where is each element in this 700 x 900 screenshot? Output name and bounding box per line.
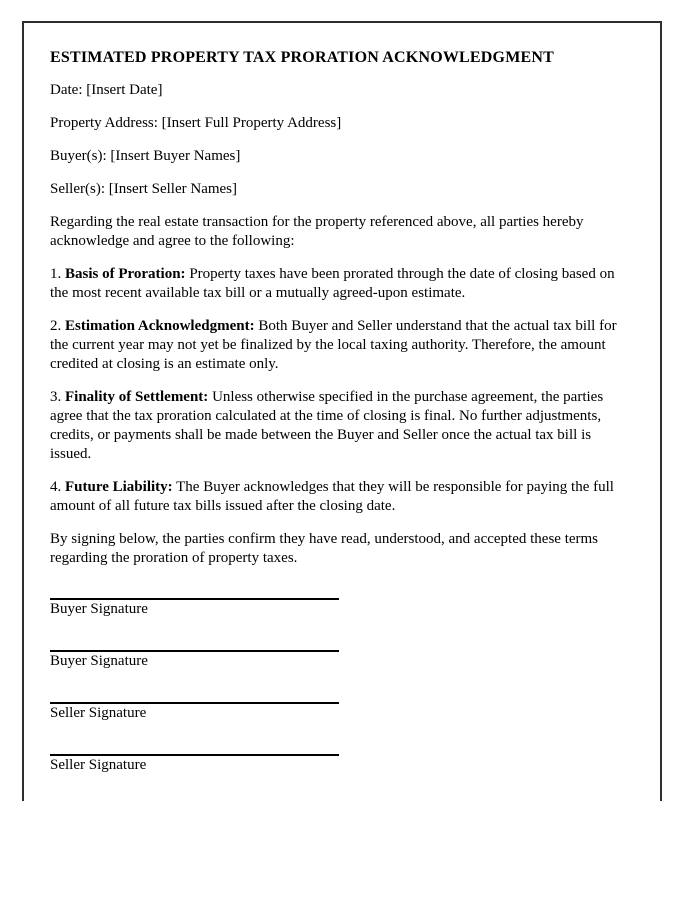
- field-property-address-value: [Insert Full Property Address]: [161, 115, 342, 131]
- clause-number: 4.: [50, 479, 62, 495]
- clause-basis-of-proration: [50, 265, 634, 303]
- field-buyers: [50, 147, 634, 166]
- clause-estimation-acknowledgment: [50, 317, 634, 374]
- field-buyers-value: [Insert Buyer Names]: [110, 148, 241, 164]
- signature-label: Seller Signature: [50, 705, 147, 721]
- signature-label: Buyer Signature: [50, 653, 148, 669]
- intro-paragraph: Regarding the real estate transaction for the property referenced above, all parties hereby acknowledge and agree to the following:: [50, 214, 584, 249]
- clause-number: 2.: [50, 318, 62, 334]
- clause-heading: Finality of Settlement:: [65, 389, 209, 405]
- field-property-address-label: Property Address:: [50, 115, 158, 131]
- signature-block-buyer-2: [50, 650, 634, 671]
- field-date-value: [Insert Date]: [86, 82, 163, 98]
- signature-label: Buyer Signature: [50, 601, 148, 617]
- clause-text: Unless otherwise specified in the purchase agreement, the parties agree that the tax proration calculated at the time of closing is final. No further adjustments, credits, or payments shall be made between the Buyer and Seller once the actual tax bill is issued.: [50, 389, 604, 462]
- field-date-label: Date:: [50, 82, 83, 98]
- field-sellers-label: Seller(s):: [50, 181, 105, 197]
- field-sellers-value: [Insert Seller Names]: [108, 181, 238, 197]
- signature-label: Seller Signature: [50, 757, 147, 773]
- clause-future-liability: [50, 478, 634, 516]
- document-title: ESTIMATED PROPERTY TAX PRORATION ACKNOWLEDGMENT: [50, 49, 554, 66]
- closing-paragraph: By signing below, the parties confirm they have read, understood, and accepted these terms regarding the proration of property taxes.: [50, 531, 599, 566]
- field-property-address: [50, 114, 634, 133]
- signature-section: [50, 598, 634, 775]
- signature-block-buyer-1: [50, 598, 634, 619]
- field-sellers: [50, 180, 634, 199]
- clause-number: 1.: [50, 266, 62, 282]
- clause-heading: Estimation Acknowledgment:: [65, 318, 255, 334]
- clause-text: Property taxes have been prorated through the date of closing based on the most recent available tax bill or a mutually agreed-upon estimate.: [50, 266, 615, 301]
- clause-text: Both Buyer and Seller understand that the actual tax bill for the current year may not yet be finalized by the local taxing authority. Therefore, the amount credited at closing is an estimate only.: [50, 318, 617, 372]
- clause-heading: Basis of Proration:: [65, 266, 186, 282]
- clause-text: The Buyer acknowledges that they will be responsible for paying the full amount of all future tax bills issued after the closing date.: [50, 479, 614, 514]
- field-date: [50, 81, 634, 100]
- field-buyers-label: Buyer(s):: [50, 148, 107, 164]
- document-page: [22, 21, 662, 801]
- clause-finality-of-settlement: [50, 388, 634, 464]
- clause-number: 3.: [50, 389, 62, 405]
- signature-block-seller-1: [50, 702, 634, 723]
- clause-heading: Future Liability:: [65, 479, 173, 495]
- signature-block-seller-2: [50, 754, 634, 775]
